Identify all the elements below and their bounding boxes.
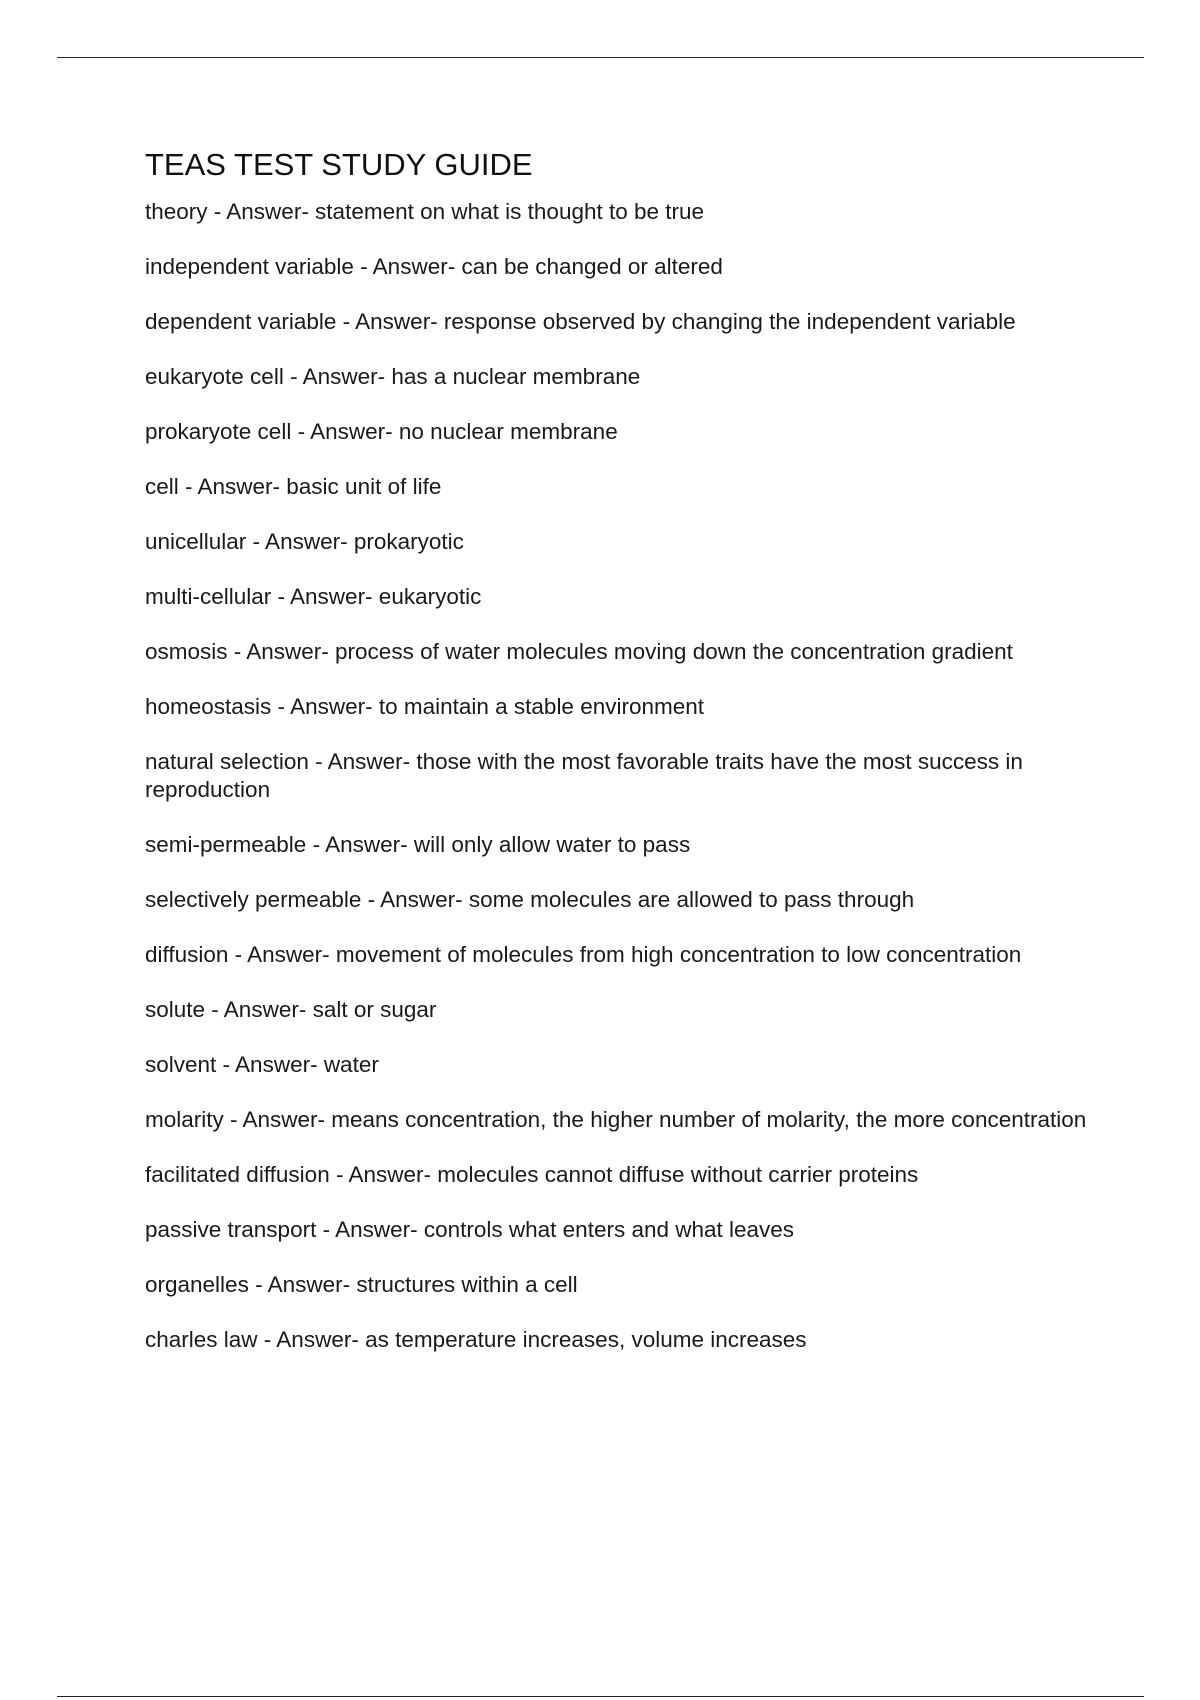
entry-molarity: molarity - Answer- means concentration, the higher number of molarity, the more concentration — [145, 1107, 1087, 1132]
entry-independent-variable: independent variable - Answer- can be changed or altered — [145, 254, 723, 279]
entry-list — [145, 198, 1090, 1354]
document-body — [145, 146, 1090, 1381]
document-title: TEAS TEST STUDY GUIDE — [145, 147, 533, 182]
entry-eukaryote-cell: eukaryote cell - Answer- has a nuclear membrane — [145, 364, 641, 389]
entry-cell: cell - Answer- basic unit of life — [145, 474, 442, 499]
entry-osmosis: osmosis - Answer- process of water molecules moving down the concentration gradient — [145, 639, 1013, 664]
entry-multi-cellular: multi-cellular - Answer- eukaryotic — [145, 584, 482, 609]
entry-charles-law: charles law - Answer- as temperature increases, volume increases — [145, 1327, 807, 1352]
bottom-rule — [57, 1696, 1144, 1697]
entry-solute: solute - Answer- salt or sugar — [145, 997, 437, 1022]
entry-solvent: solvent - Answer- water — [145, 1052, 379, 1077]
entry-organelles: organelles - Answer- structures within a cell — [145, 1272, 578, 1297]
entry-passive-transport: passive transport - Answer- controls what enters and what leaves — [145, 1217, 795, 1242]
entry-facilitated-diffusion: facilitated diffusion - Answer- molecules cannot diffuse without carrier proteins — [145, 1162, 919, 1187]
entry-unicellular: unicellular - Answer- prokaryotic — [145, 529, 464, 554]
entry-theory: theory - Answer- statement on what is thought to be true — [145, 199, 705, 224]
entry-selectively-permeable: selectively permeable - Answer- some molecules are allowed to pass through — [145, 887, 915, 912]
entry-dependent-variable: dependent variable - Answer- response observed by changing the independent variable — [145, 309, 1016, 334]
top-rule — [57, 57, 1144, 58]
entry-semi-permeable: semi-permeable - Answer- will only allow water to pass — [145, 832, 691, 857]
entry-homeostasis: homeostasis - Answer- to maintain a stable environment — [145, 694, 705, 719]
entry-prokaryote-cell: prokaryote cell - Answer- no nuclear membrane — [145, 419, 618, 444]
entry-natural-selection: natural selection - Answer- those with the most favorable traits have the most success in reproduction — [145, 749, 1023, 802]
entry-diffusion: diffusion - Answer- movement of molecules from high concentration to low concentration — [145, 942, 1022, 967]
